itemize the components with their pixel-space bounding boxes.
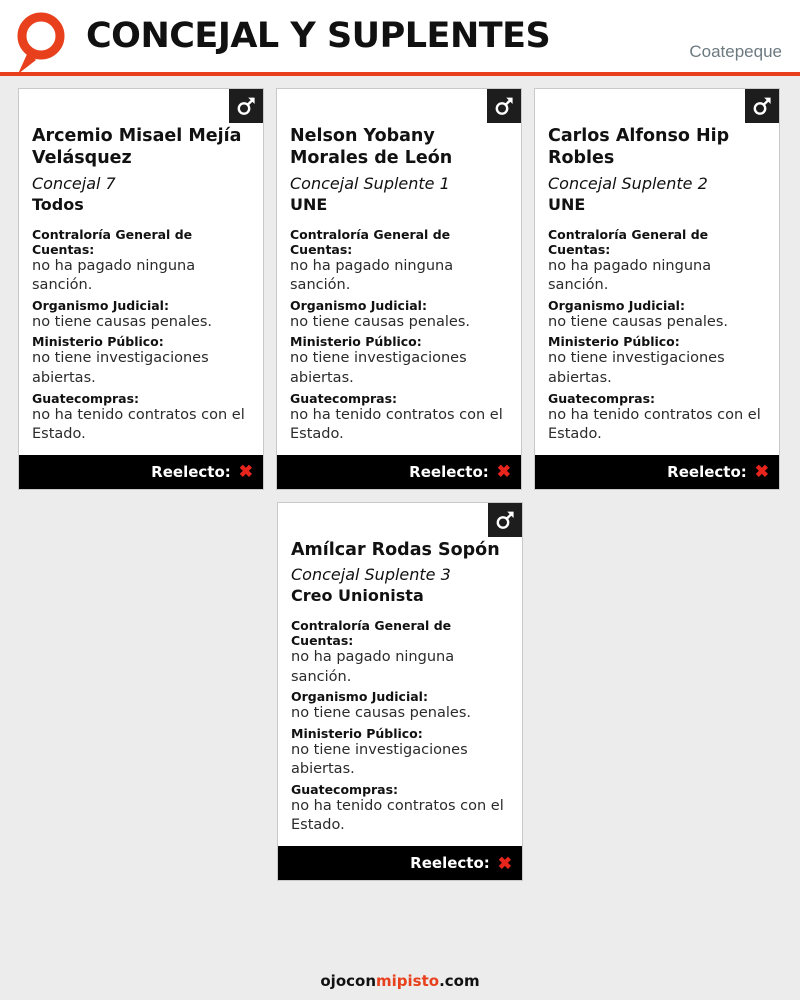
candidate-card[interactable] <box>18 88 264 490</box>
reelecto-label: Reelecto: <box>667 462 747 481</box>
card-body <box>535 115 779 455</box>
fact-value-organismo: no tiene causas penales. <box>291 705 471 722</box>
candidate-facts <box>548 227 766 445</box>
fact-label-organismo: Organismo Judicial: <box>32 297 169 313</box>
fact-value-guatecompras: no ha tenido contratos con el Estado. <box>548 406 761 443</box>
fact-label-ministerio: Ministerio Público: <box>290 334 422 350</box>
card-body <box>19 115 263 455</box>
card-body <box>277 115 521 455</box>
candidate-party: UNE <box>290 194 328 214</box>
fact-value-organismo: no tiene causas penales. <box>290 313 470 330</box>
page-header <box>0 0 800 76</box>
card-footer <box>535 455 779 489</box>
card-top-bar <box>277 89 521 115</box>
fact-label-ministerio: Ministerio Público: <box>548 334 680 350</box>
fact-label-guatecompras: Guatecompras: <box>290 390 398 406</box>
reelecto-no-icon: ✖ <box>754 462 769 482</box>
male-gender-icon <box>487 89 521 123</box>
card-footer <box>278 846 522 880</box>
fact-value-contraloria: no ha pagado ninguna sanción. <box>548 257 712 294</box>
male-gender-icon <box>488 503 522 537</box>
fact-label-contraloria: Contraloría General de Cuentas: <box>32 226 193 257</box>
card-top-bar <box>19 89 263 115</box>
male-gender-icon <box>229 89 263 123</box>
fact-label-contraloria: Contraloría General de Cuentas: <box>290 226 451 257</box>
candidate-role: Concejal Suplente 3 <box>291 565 451 585</box>
candidate-card[interactable] <box>534 88 780 490</box>
reelecto-label: Reelecto: <box>151 462 231 481</box>
candidate-facts <box>290 227 508 445</box>
reelecto-no-icon: ✖ <box>496 462 511 482</box>
fact-value-organismo: no tiene causas penales. <box>32 313 212 330</box>
fact-label-guatecompras: Guatecompras: <box>32 390 140 406</box>
fact-value-ministerio: no tiene investigaciones abiertas. <box>32 350 209 387</box>
candidate-role: Concejal Suplente 2 <box>548 173 708 193</box>
candidate-name: Carlos Alfonso Hip Robles <box>548 126 730 169</box>
fact-label-contraloria: Contraloría General de Cuentas: <box>548 226 709 257</box>
fact-value-contraloria: no ha pagado ninguna sanción. <box>32 257 196 294</box>
candidate-party: Todos <box>32 194 84 214</box>
fact-value-guatecompras: no ha tenido contratos con el Estado. <box>32 406 245 443</box>
candidate-facts <box>32 227 250 445</box>
fact-label-organismo: Organismo Judicial: <box>290 297 427 313</box>
candidate-grid-row-1 <box>0 76 800 490</box>
candidate-role: Concejal Suplente 1 <box>290 173 450 193</box>
fact-value-guatecompras: no ha tenido contratos con el Estado. <box>291 797 504 834</box>
reelecto-no-icon: ✖ <box>238 462 253 482</box>
brand-part-2: mipisto <box>376 972 440 990</box>
candidate-name: Arcemio Misael Mejía Velásquez <box>32 126 242 169</box>
brand-part-1: ojocon <box>320 972 377 990</box>
card-top-bar <box>278 503 522 529</box>
candidate-card[interactable] <box>277 502 523 881</box>
page-title: CONCEJAL Y SUPLENTES <box>86 16 551 56</box>
male-gender-icon <box>745 89 779 123</box>
fact-label-organismo: Organismo Judicial: <box>548 297 685 313</box>
fact-value-contraloria: no ha pagado ninguna sanción. <box>291 649 455 685</box>
card-top-bar <box>535 89 779 115</box>
fact-value-organismo: no tiene causas penales. <box>548 313 728 330</box>
fact-value-ministerio: no tiene investigaciones abiertas. <box>291 741 468 778</box>
card-footer <box>277 455 521 489</box>
reelecto-label: Reelecto: <box>409 462 489 481</box>
candidate-card[interactable] <box>276 88 522 490</box>
fact-value-guatecompras: no ha tenido contratos con el Estado. <box>290 406 503 443</box>
card-body <box>278 529 522 846</box>
brand-part-3: .com <box>439 972 480 990</box>
candidate-role: Concejal 7 <box>32 173 116 193</box>
candidate-party: Creo Unionista <box>291 586 424 606</box>
candidate-party: UNE <box>548 194 586 214</box>
fact-label-organismo: Organismo Judicial: <box>291 689 428 705</box>
municipality-label: Coatepeque <box>689 42 782 61</box>
reelecto-label: Reelecto: <box>410 854 490 873</box>
card-footer <box>19 455 263 489</box>
candidate-facts <box>291 618 509 836</box>
fact-label-contraloria: Contraloría General de Cuentas: <box>291 618 452 649</box>
site-brand <box>0 972 800 990</box>
reelecto-no-icon: ✖ <box>497 853 512 873</box>
fact-label-guatecompras: Guatecompras: <box>291 781 399 797</box>
fact-value-ministerio: no tiene investigaciones abiertas. <box>290 350 467 387</box>
candidate-grid-row-2 <box>0 490 800 881</box>
fact-label-ministerio: Ministerio Público: <box>32 334 164 350</box>
fact-label-ministerio: Ministerio Público: <box>291 725 423 741</box>
fact-label-guatecompras: Guatecompras: <box>548 390 656 406</box>
candidate-name: Nelson Yobany Morales de León <box>290 126 453 169</box>
candidate-name: Amílcar Rodas Sopón <box>291 539 500 560</box>
magnifier-icon <box>14 12 70 76</box>
fact-value-ministerio: no tiene investigaciones abiertas. <box>548 350 725 387</box>
fact-value-contraloria: no ha pagado ninguna sanción. <box>290 257 454 294</box>
